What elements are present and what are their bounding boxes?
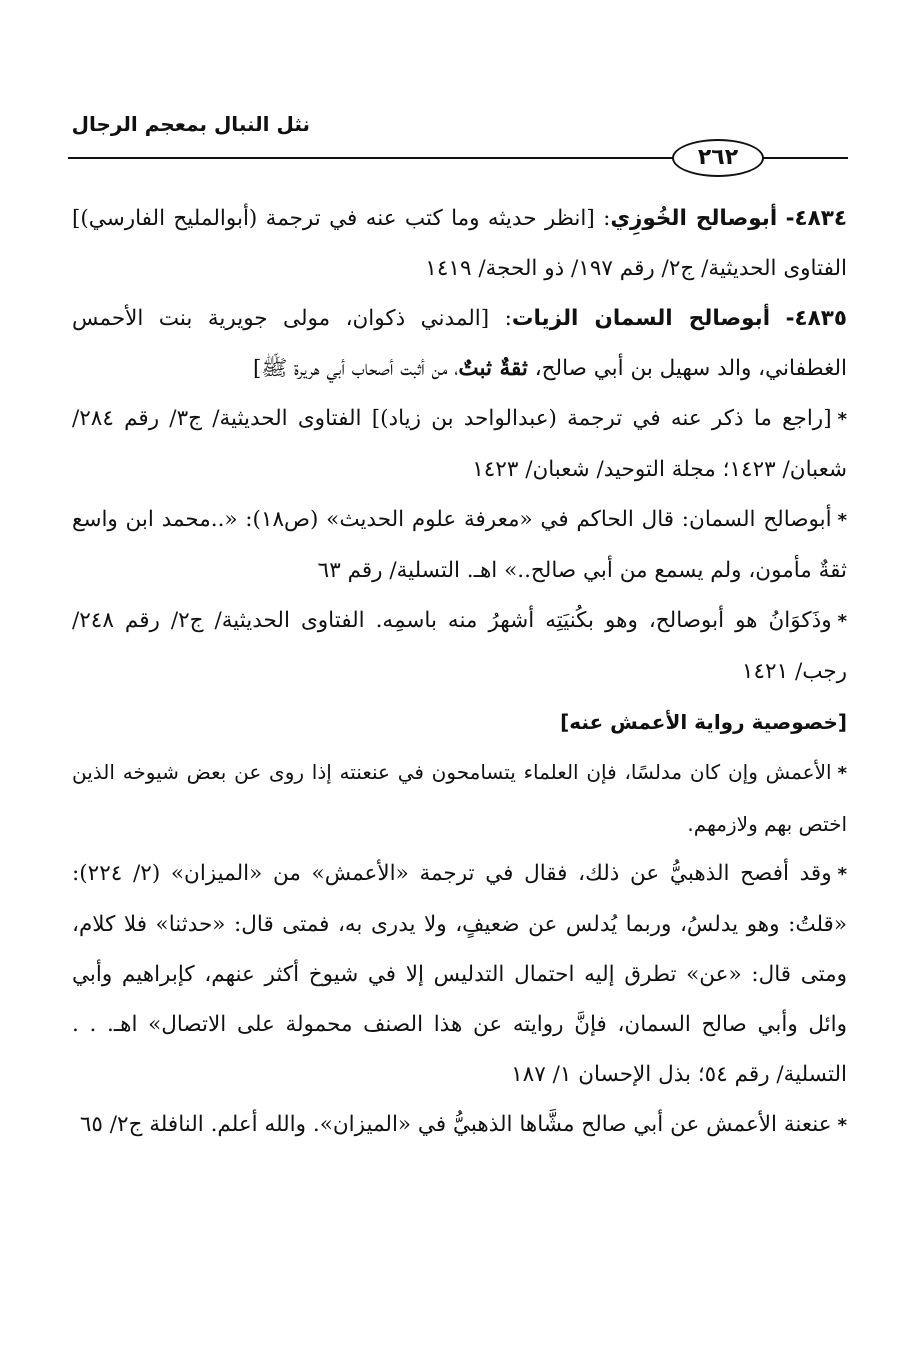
asterisk-bullet: * bbox=[837, 1115, 847, 1136]
entry-4835 bbox=[72, 294, 847, 394]
note bbox=[72, 596, 847, 697]
entry-name: أبوصالح الخُوزِي bbox=[610, 206, 778, 231]
page-content bbox=[72, 194, 847, 1151]
entry-name: أبوصالح السمان الزيات bbox=[511, 306, 771, 331]
entry-number: ٤٨٣٤- bbox=[785, 206, 847, 231]
note-text: عنعنة الأعمش عن أبي صالح مشَّاها الذهبيُّ في «الميزان». والله أعلم. النافلة ج٢/ ٦٥ bbox=[79, 1112, 832, 1137]
page-number: ٢٦٢ bbox=[672, 139, 764, 177]
note-text: وقد أفصح الذهبيُّ عن ذلك، فقال في ترجمة «الأعمش» من «الميزان» (٢/ ٢٢٤): «قلتُ: وهو يدلسُ، وربما يُدلس عن ضعيفٍ، ولا يدرى به، فمتى قال: «حدثنا» فلا كلام، ومتى قال: «عن» تطرق إليه احتمال التدليس إلا في شيوخ أكثر عنهم، كإبراهيم وأبي وائل وأبي صالح السمان، فإنَّ روايته عن هذا الصنف محمولة على الاتصال» اهـ. . . التسلية/ رقم ٥٤؛ بذل الإحسان ١/ ١٨٧ bbox=[72, 861, 847, 1087]
note-text: [راجع ما ذكر عنه في ترجمة (عبدالواحد بن زياد)] الفتاوى الحديثية/ ج٣/ رقم ٢٨٤/ شعبان/ ١٤٢٣؛ مجلة التوحيد/ شعبان/ ١٤٢٣ bbox=[72, 406, 847, 482]
entry-emphasis: ثقةٌ ثبتٌ bbox=[458, 356, 528, 381]
entry-text: : [المدني ذكوان، مولى جويرية بنت الأحمس الغطفاني، والد سهيل بن أبي صالح، bbox=[72, 306, 847, 381]
entry-number: ٤٨٣٥- bbox=[785, 306, 847, 331]
section-subheading: [خصوصية رواية الأعمش عنه] bbox=[560, 710, 847, 734]
section-note bbox=[72, 849, 847, 1100]
section-note bbox=[72, 1100, 847, 1151]
note bbox=[72, 394, 847, 495]
asterisk-bullet: * bbox=[837, 864, 848, 885]
section-note bbox=[72, 747, 847, 849]
entry-4834 bbox=[72, 194, 847, 294]
note-text: وذَكوَانُ هو أبوصالح، وهو بكُنيَتِه أشهرُ منه باسمِه. الفتاوى الحديثية/ ج٢/ رقم ٢٤٨/ رجب/ ١٤٢١ bbox=[72, 608, 847, 684]
entry-text: ، من أثبت أصحاب أبي هريرة ﷺ] bbox=[252, 356, 459, 381]
asterisk-bullet: * bbox=[837, 611, 847, 632]
note bbox=[72, 495, 847, 596]
running-title: نثل النبال بمعجم الرجال bbox=[71, 112, 310, 136]
note-text: الأعمش وإن كان مدلسًا، فإن العلماء يتسامحون في عنعنته إذا روى عن بعض شيوخه الذين اختص بهم ولازمهم. bbox=[72, 760, 847, 836]
asterisk-bullet: * bbox=[837, 409, 847, 430]
asterisk-bullet: * bbox=[837, 763, 847, 784]
asterisk-bullet: * bbox=[837, 510, 847, 531]
entry-text: : [انظر حديثه وما كتب عنه في ترجمة (أبوالمليح الفارسي)] الفتاوى الحديثية/ ج٢/ رقم ١٩٧/ ذو الحجة/ ١٤١٩ bbox=[72, 206, 847, 281]
note-text: أبوصالح السمان: قال الحاكم في «معرفة علوم الحديث» (ص١٨): «..محمد ابن واسع ثقةٌ مأمون، ولم يسمع من أبي صالح..» اهـ. التسلية/ رقم ٦٣ bbox=[72, 507, 847, 583]
